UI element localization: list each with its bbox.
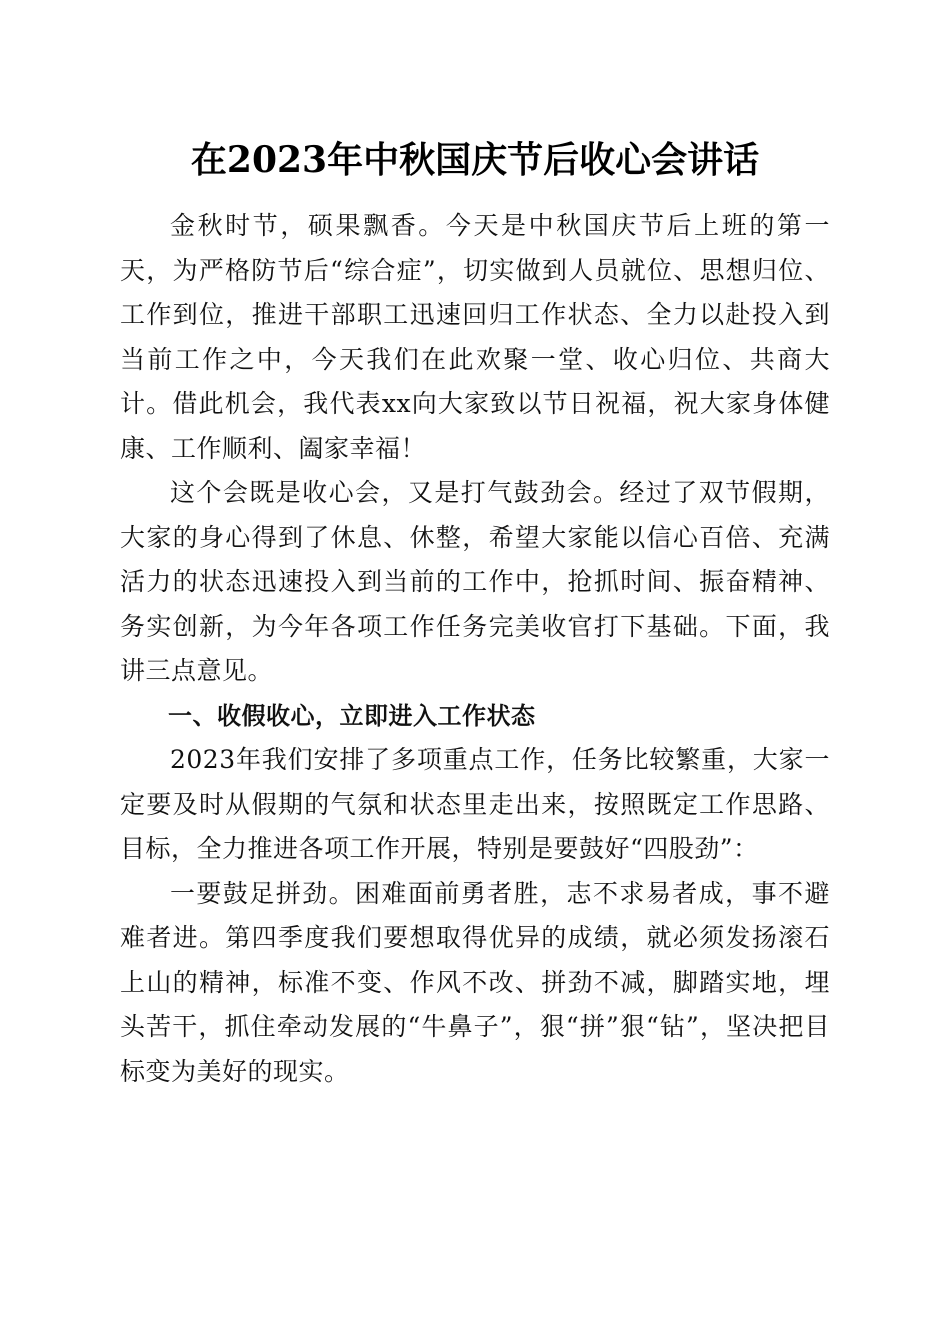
paragraph-section1-intro: 2023年我们安排了多项重点工作，任务比较繁重，大家一定要及时从假期的气氛和状态里走出来，按照既定工作思路、目标，全力推进各项工作开展，特别是要鼓好“四股劲”： [120,745,830,863]
paragraph-section1-point1: 一要鼓足拼劲。困难面前勇者胜，志不求易者成，事不避难者进。第四季度我们要想取得优异的成绩，就必须发扬滚石上山的精神，标准不变、作风不改、拼劲不减，脚踏实地，埋头苦干，抓住牵动发展的“牛鼻子”，狠“拼”狠“钻”，坚决把目标变为美好的现实。 [120,878,830,1086]
document-body [120,204,830,1094]
section-heading-1: 一、收假收心，立即进入工作状态 [168,701,536,730]
paragraph-meeting-purpose: 这个会既是收心会，又是打气鼓劲会。经过了双节假期，大家的身心得到了休息、休整，希望大家能以信心百倍、充满活力的状态迅速投入到当前的工作中，抢抓时间、振奋精神、务实创新，为今年各项工作任务完美收官打下基础。下面，我讲三点意见。 [120,478,830,685]
paragraph-intro: 金秋时节，硕果飘香。今天是中秋国庆节后上班的第一天，为严格防节后“综合症”，切实做到人员就位、思想归位、工作到位，推进干部职工迅速回归工作状态、全力以赴投入到当前工作之中，今天我们在此欢聚一堂、收心归位、共商大计。借此机会，我代表xx向大家致以节日祝福，祝大家身体健康、工作顺利、阖家幸福！ [120,211,830,463]
document-title: 在2023年中秋国庆节后收心会讲话 [190,139,760,181]
